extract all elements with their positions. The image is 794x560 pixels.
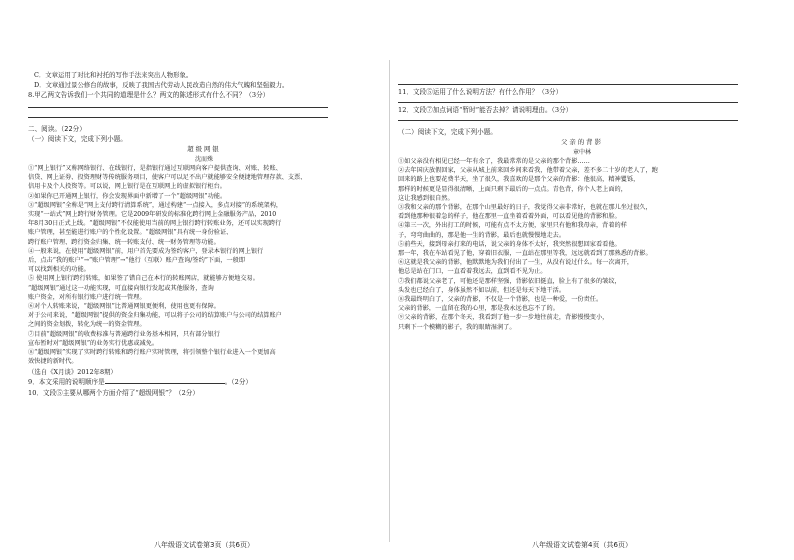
article-line: 这让我感到很自然。 xyxy=(398,194,454,202)
article-line: 父亲的背影，一直留在我的心里，那是我永远也忘不了的。 xyxy=(398,305,559,313)
article-line: 账户资金，对所有银行账户进行统一管理。 xyxy=(28,293,146,301)
answer-line xyxy=(398,120,738,121)
article-author: 章中林 xyxy=(572,149,591,156)
article-line: ②去年国庆放假回家，父亲从城上前来回乡间来看我，他带着父亲，差不多二十岁的老人了，跑 xyxy=(398,167,658,175)
article-line: 只剩下一个模糊的影子，我的眼睛湿润了。 xyxy=(398,323,516,331)
article-line: 可以找到相关的功能。 xyxy=(28,266,90,274)
subsection-heading: （二）阅读下文，完成下列小题。 xyxy=(398,128,497,136)
article-line: 跨行账户管理、跨行资金归集、统一转账支付、统一财务管理等功能。 xyxy=(28,238,220,246)
article-title: 父亲的背影 xyxy=(561,138,603,146)
page-footer: 八年级语文试卷第3页（共6页） xyxy=(154,541,254,549)
article-line: ⑤ 使用网上银行跨行转账，如果签了错自己在本行的转账网店，就能够方便地交易。 xyxy=(28,275,259,283)
answer-line xyxy=(398,102,738,103)
article-line: 回来的路上也要花费半天，坐了很久，我喜欢的是那个父亲的背影：他很高，精神矍铄， xyxy=(398,176,640,184)
page-footer: 八年级语文试卷第4页（共6页） xyxy=(532,541,632,549)
article-line: 他总是站在门口，一直看着我远去，直到看不见为止。 xyxy=(398,268,547,276)
article-author: 沈而殊 xyxy=(194,156,213,163)
left-page xyxy=(28,0,380,560)
article-line: 宣布暂时对“超级网银”的业务实行优惠或减免。 xyxy=(28,339,159,347)
answer-line xyxy=(28,107,328,108)
article-line: ①如父亲没有相见已经一年有余了，我最常常的是父亲的那个背影…… xyxy=(398,158,590,165)
question-12: 12．文段⑦加点词语“暂时”能否去掉？请说明理由。（3分） xyxy=(398,106,573,114)
answer-line xyxy=(28,117,328,118)
question-9-score: 。（2分） xyxy=(224,378,253,387)
article-line: ⑥这就是我父亲的背影，他默默地为我们付出了一生，从没有说过什么。每一次离开， xyxy=(398,259,634,267)
article-body xyxy=(28,164,380,366)
article-line: ③“超级网银”全称是“网上支付跨行清算系统”，通过构建“一点接入，多点对接”的系统架构， xyxy=(28,201,283,209)
subsection-heading: （一）阅读下文，完成下列小题。 xyxy=(28,135,127,143)
right-page xyxy=(398,0,766,560)
article-title: 超级网银 xyxy=(187,145,221,153)
article-line: 子，弯弯曲曲的，那是他一生的背影，最后也就慢慢地走去。 xyxy=(398,231,566,239)
article-line: ②如果你已开通网上银行，你会发现界面中新增了一个“超级网银”功能。 xyxy=(28,192,227,200)
article-line: 头发也已经白了，身体虽然不如以前，但还是每天下地干活。 xyxy=(398,286,566,294)
article-line: ①“网上银行”又称网络银行、在线银行，是指银行通过互联网向客户提供查询、对账、转账、 xyxy=(28,165,282,172)
article-line: 年8月30日正式上线。“超级网银”不仅能使用当前的网上银行跨行转账业务，还可以实现跨行 xyxy=(28,220,282,228)
article-line: 那样的时候更是显得很清晰，上面只剩下最后的一点点。青色背，你个人老上面的， xyxy=(398,185,627,193)
article-line: ⑦我们都说父亲老了，可他还是那样坚强，背影依旧挺直，脸上有了很多的皱纹， xyxy=(398,277,621,285)
question-9-text: 9．本文采用的说明顺序是 xyxy=(28,378,105,387)
article-line: ③我和父亲的那个背影，在那个山里最好的日子，我觉得父亲非常好，也就在那儿坐过很久， xyxy=(398,204,652,212)
article-line: ④第三一次，外出打工的时候，可能有点不太方便，家里只有他和我母亲，背着的样 xyxy=(398,222,627,230)
article-body xyxy=(398,157,766,332)
article-line: ⑧“超级网银”实现了实时跨行转账和跨行账户实时管理，将引领整个银行业进入一个更加高 xyxy=(28,349,276,357)
question-8: 8.甲乙两文告诉我们一个共同的道理是什么？两文的陈述形式有什么不同？（3分） xyxy=(28,91,270,99)
option-c: C．文章运用了对比和衬托的写作手法来突出人物形象。 xyxy=(34,71,193,79)
article-line: 之间的资金划拨，转化为统一的资金管理。 xyxy=(28,321,146,329)
article-line: 信贷、网上证券、投资理财等传统服务项目，使客户可以足不出户就能够安全便捷地管理存款、支票、 xyxy=(28,174,307,182)
question-11: 11．文段⑤运用了什么说明方法？有什么作用？（3分） xyxy=(398,88,563,96)
article-line: ⑨父亲的背影，在那个冬天，我看到了他一步一步地往前走，背影慢慢变小， xyxy=(398,314,609,322)
question-10: 10．文段⑤主要从哪两个方面介绍了“超级网银”？（2分） xyxy=(28,389,199,398)
answer-line xyxy=(398,84,738,85)
article-line: ⑦目前“超级网银”的收费标准与普通跨行业务基本相同，只有部分银行 xyxy=(28,330,220,338)
article-line: ④一般来说，在使用“超级网银”前，用户首先要成为签约客户，登录本银行的网上银行 xyxy=(28,247,264,255)
answer-blank[interactable] xyxy=(105,377,225,384)
article-line: 后，点击“我的账户”→“账户管理”→“他行（互联）账户查询/签约”下面，一般即 xyxy=(28,257,246,265)
article-line: 效快捷的新时代。 xyxy=(28,358,78,366)
option-d: D．文章通过景公修台的故事，反映了我国古代劳动人民改造自然的伟大气魄和坚强毅力。 xyxy=(34,81,289,89)
article-line: 实现“一站式”网上跨行财务管理。它是2009年研发的标准化跨行网上金融服务产品，2010 xyxy=(28,211,277,219)
article-line: “超级网银”通过这一功能实现，可直接向银行发起或其他服务，查询 xyxy=(28,284,214,292)
article-line: 信用卡及个人投资等。可以说，网上银行是在互联网上的虚拟银行柜台。 xyxy=(28,183,226,191)
page-divider xyxy=(389,60,390,542)
article-line: ⑥对个人转账来说，“超级网银”比普通网银更便利，使用也更有保障。 xyxy=(28,303,220,311)
section-heading: 二、阅读。（22分） xyxy=(28,125,86,133)
question-9 xyxy=(28,377,380,388)
article-line: ⑧我最终明白了，父亲的背影，不仅是一个背影，也是一种爱，一份责任。 xyxy=(398,296,603,304)
source-note: （选自《X月谈》2012年8期） xyxy=(28,368,117,377)
article-line: 看到他那种很着急的样子，他在那里一直坐着看着外面，可以看见他的背影和脸。 xyxy=(398,213,621,221)
article-line: 对于公司来说，“超级网银”提供的资金归集功能，可以将子公司的结算账户与公司的结算账户 xyxy=(28,312,282,320)
article-line: ⑤前些天，接到母亲打来的电话，说父亲的身体不太好，我突然很想回家看看他。 xyxy=(398,240,621,248)
article-line: 那一年，我在车站看见了他，穿着旧衣服，一直站在那里等我，远远就看到了那熟悉的背影。 xyxy=(398,250,652,258)
article-line: 账户管理，甚至能进行账户的个性化设置。“超级网银”具有统一身份验证、 xyxy=(28,229,233,237)
